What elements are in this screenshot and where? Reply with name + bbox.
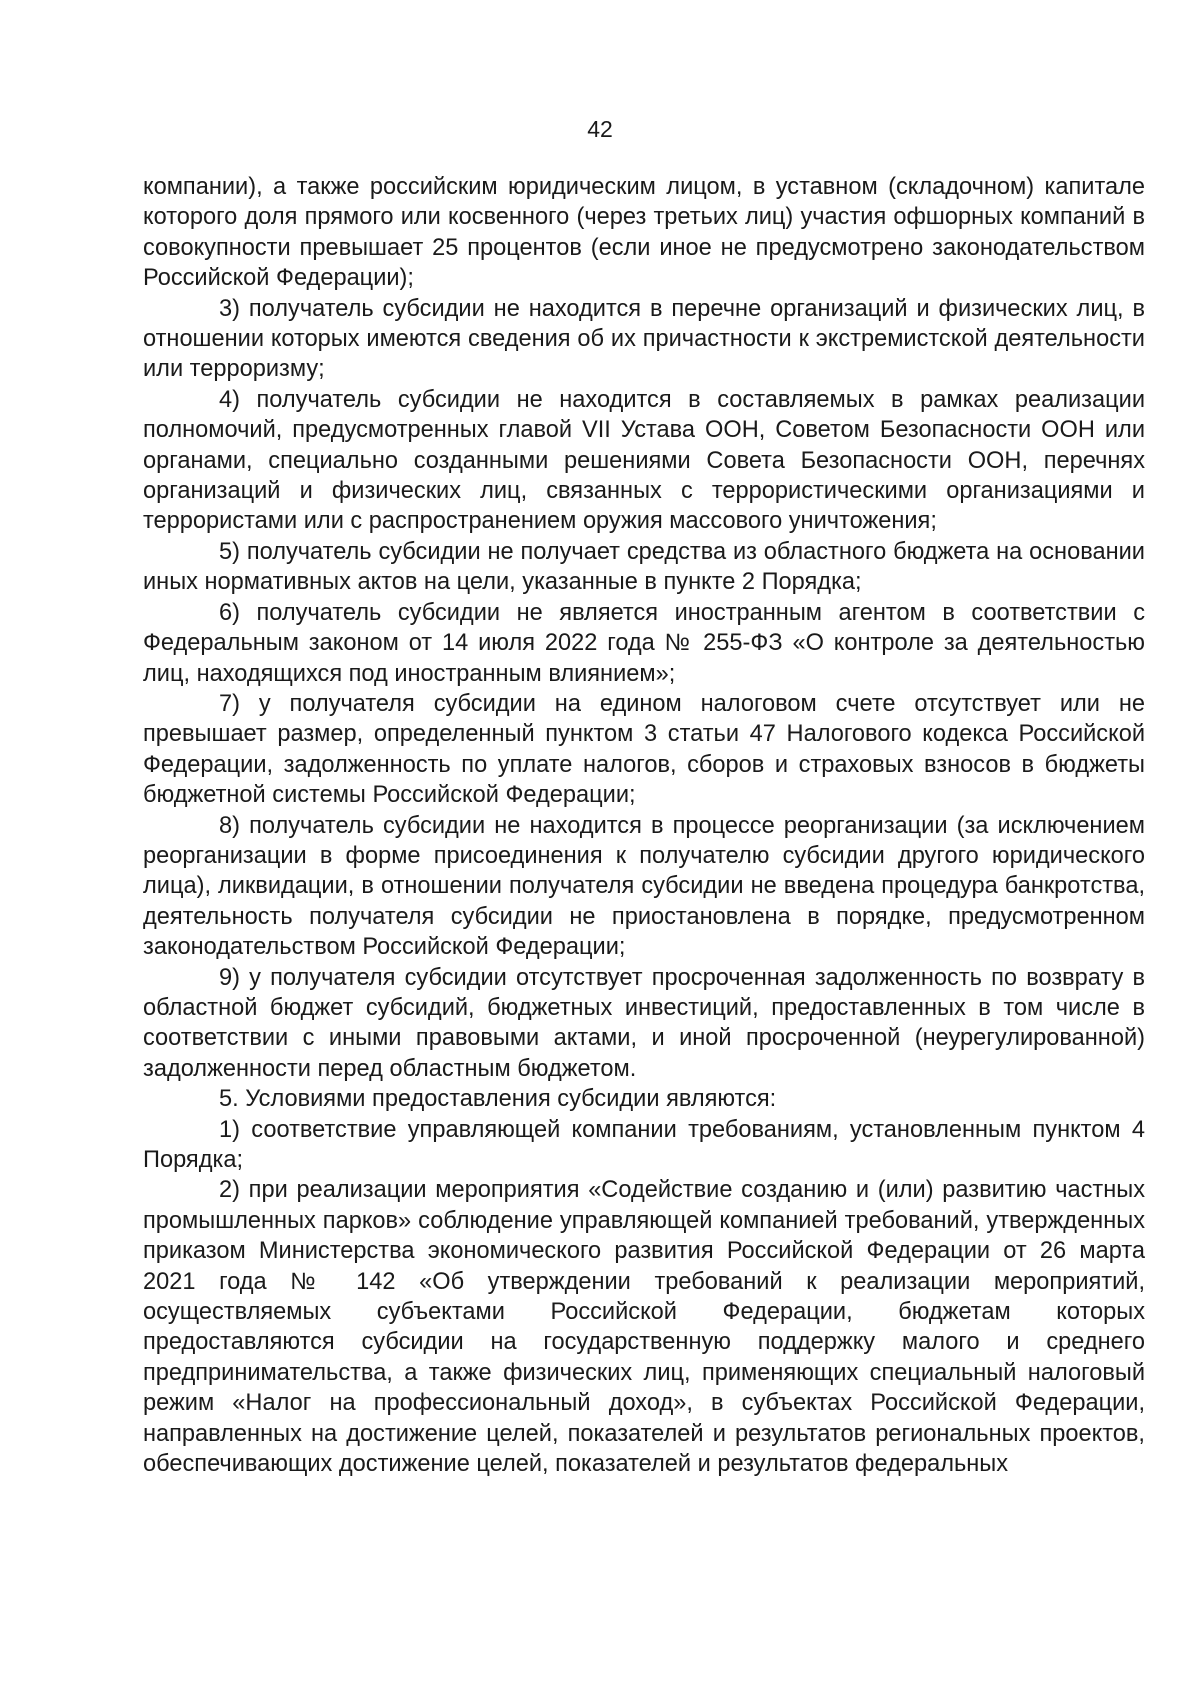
paragraph-item-8: 8) получатель субсидии не находится в процессе реорганизации (за исключением реорганизации в форме присоединения к получателю субсидии другого юридического лица), ликвидации, в отношении получателя субсидии не введена процедура банкротства, деятельность получателя субсидии не приостановлена в порядке, предусмотренном законодательством Российской Федерации; (143, 812, 1145, 961)
paragraph-item-6: 6) получатель субсидии не является иностранным агентом в соответствии с Федеральным законом от 14 июля 2022 года № 255-ФЗ «О контроле за деятельностью лиц, находящихся под иностранным влиянием»; (143, 599, 1145, 687)
section-5-heading: 5. Условиями предоставления субсидии являются: (219, 1086, 777, 1113)
condition-item-1: 1) соответствие управляющей компании требованиям, установленным пунктом 4 Порядка; (143, 1116, 1145, 1173)
paragraph-continuation: компании), а также российским юридическим лицом, в уставном (складочном) капитале которого доля прямого или косвенного (через третьих лиц) участия офшорных компаний в совокупности превышает 25 процентов (если иное не предусмотрено законодательством Российской Федерации); (143, 174, 1145, 292)
paragraph-item-9: 9) у получателя субсидии отсутствует просроченная задолженность по возврату в областной бюджет субсидий, бюджетных инвестиций, предоставленных в том числе в соответствии с иными правовыми актами, и иной просроченной (неурегулированной) задолженности перед областным бюджетом. (143, 964, 1145, 1082)
condition-item-2: 2) при реализации мероприятия «Содействие созданию и (или) развитию частных промышленных парков» соблюдение управляющей компанией требований, утвержденных приказом Министерства экономического развития Российской Федерации от 26 марта 2021 года № 142 «Об утверждении требований к реализации мероприятий, осуществляемых субъектами Российской Федерации, бюджетам которых предоставляются субсидии на государственную поддержку малого и среднего предпринимательства, а также физических лиц, применяющих специальный налоговый режим «Налог на профессиональный доход», в субъектах Российской Федерации, направленных на достижение целей, показателей и результатов региональных проектов, обеспечивающих достижение целей, показателей и результатов федеральных (143, 1177, 1145, 1478)
page-number: 42 (587, 116, 613, 142)
document-body (143, 172, 1145, 1479)
paragraph-item-7: 7) у получателя субсидии на едином налоговом счете отсутствует или не превышает размер, определенный пунктом 3 статьи 47 Налогового кодекса Российской Федерации, задолженность по уплате налогов, сборов и страховых взносов в бюджеты бюджетной системы Российской Федерации; (143, 690, 1145, 809)
paragraph-item-3: 3) получатель субсидии не находится в перечне организаций и физических лиц, в отношении которых имеются сведения об их причастности к экстремистской деятельности или терроризму; (143, 295, 1145, 383)
paragraph-item-4: 4) получатель субсидии не находится в составляемых в рамках реализации полномочий, предусмотренных главой VII Устава ООН, Советом Безопасности ООН или органами, специально созданными решениями Совета Безопасности ООН, перечнях организаций и физических лиц, связанных с террористическими организациями и террористами или с распространением оружия массового уничтожения; (143, 386, 1145, 535)
paragraph-item-5: 5) получатель субсидии не получает средства из областного бюджета на основании иных нормативных актов на цели, указанные в пункте 2 Порядка; (143, 538, 1145, 596)
